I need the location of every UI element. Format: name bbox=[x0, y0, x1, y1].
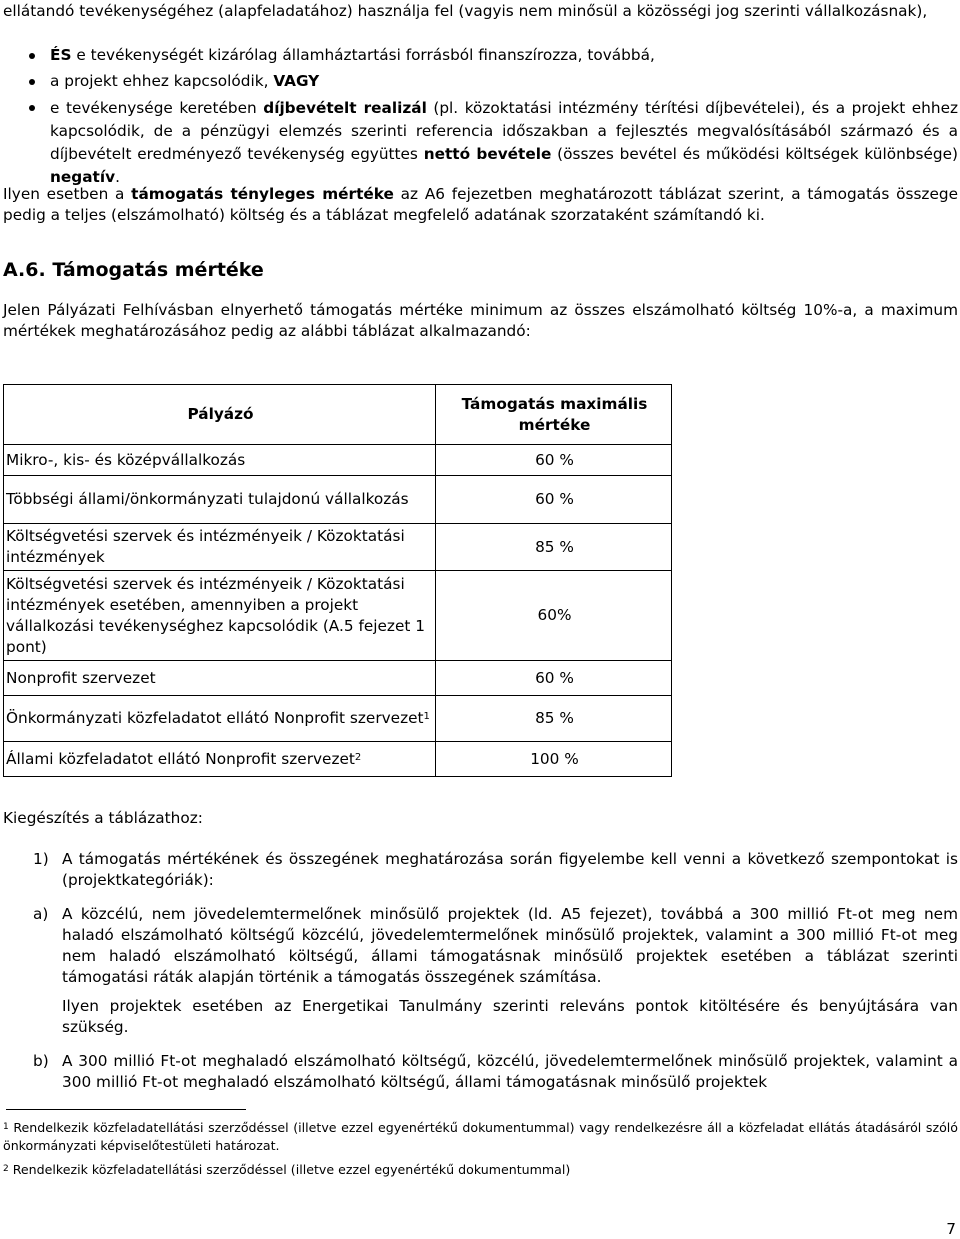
footnote-ref: 1 bbox=[423, 711, 430, 722]
rate-cell: 60 % bbox=[436, 661, 672, 696]
item-text: a projekt ehhez kapcsolódik, bbox=[50, 72, 274, 90]
list-item bbox=[3, 849, 958, 891]
intro-paragraph bbox=[3, 1, 958, 22]
page-number: 7 bbox=[946, 1220, 956, 1238]
bold-text: VAGY bbox=[273, 72, 320, 90]
item-text: A 300 millió Ft-ot meghaladó elszámolható költségű, közcélú, jövedelemtermelőnek minősülő projektek, valamint a 300 millió Ft-ot meghaladó elszámolható költségű, állami támogatásnak minősülő projektek bbox=[62, 1052, 958, 1091]
rate-cell: 60% bbox=[436, 571, 672, 661]
item-text: e tevékenysége keretében bbox=[50, 99, 264, 117]
condition-list bbox=[3, 45, 958, 194]
bullet-icon bbox=[29, 79, 35, 85]
table-row bbox=[4, 571, 672, 661]
section-intro-paragraph: Jelen Pályázati Felhívásban elnyerhető támogatás mértéke minimum az összes elszámolható költség 10%-a, a maximum mértékek meghatározásához pedig az alábbi táblázat alkalmazandó: bbox=[3, 301, 958, 340]
footnote-ref: 2 bbox=[354, 751, 362, 763]
item-text: (pl. közoktatási intézmény térítési díjbevételei), és a projekt ehhez kapcsolódik, de a pénzügyi elemzés szerinti referencia időszakban a fejlesztés megvalósításából származó és a díjbevételt eredményező tevékenység együttes bbox=[50, 99, 959, 163]
applicant-cell: Költségvetési szervek és intézményeik / Közoktatási intézmények bbox=[4, 524, 436, 571]
list-item bbox=[3, 45, 958, 66]
item-text: (összes bevétel és működési költségek különbsége) bbox=[551, 145, 958, 163]
bold-text: ÉS bbox=[50, 46, 72, 64]
list-item bbox=[3, 97, 958, 189]
applicant-text: Önkormányzati közfeladatot ellátó Nonprofit szervezet bbox=[6, 709, 424, 727]
column-header-applicant: Pályázó bbox=[4, 385, 436, 445]
applicant-cell bbox=[4, 696, 436, 742]
list-item bbox=[3, 904, 958, 1038]
footnote-divider bbox=[6, 1109, 246, 1110]
list-marker: a) bbox=[33, 905, 49, 923]
intro-text: ellátandó tevékenységéhez (alapfeladatához) használja fel (vagyis nem minősül a közösségi jog szerinti vállalkozásnak), bbox=[3, 2, 928, 20]
rate-cell: 85 % bbox=[436, 524, 672, 571]
item-text: e tevékenységét kizárólag államháztartási forrásból finanszírozza, továbbá, bbox=[71, 46, 655, 64]
paragraph-text: az A6 fejezetben meghatározott táblázat szerint, a támogatás összege pedig a teljes (elszámolható) költség és a táblázat megfelelő adatának szorzataként számítandó ki. bbox=[3, 185, 958, 224]
table-row bbox=[4, 524, 672, 571]
list-marker: 1) bbox=[33, 850, 49, 868]
column-header-rate: Támogatás maximális mértéke bbox=[436, 385, 672, 445]
list-item bbox=[3, 71, 958, 92]
section-heading: A.6. Támogatás mértéke bbox=[3, 259, 264, 281]
table-row bbox=[4, 661, 672, 696]
footnote bbox=[3, 1119, 958, 1155]
footnote-number: 1 bbox=[3, 1122, 9, 1132]
list-marker: b) bbox=[33, 1052, 49, 1070]
paragraph-text: Ilyen esetben a bbox=[3, 185, 132, 203]
item-text: . bbox=[115, 168, 120, 186]
table-row bbox=[4, 445, 672, 476]
support-rate-table bbox=[3, 384, 672, 777]
rate-explanation-paragraph bbox=[3, 184, 958, 226]
applicant-cell bbox=[4, 742, 436, 777]
footnotes bbox=[3, 1119, 958, 1185]
bold-text: nettó bevétele bbox=[423, 145, 552, 163]
rate-cell: 60 % bbox=[436, 476, 672, 524]
applicant-cell: Többségi állami/önkormányzati tulajdonú vállalkozás bbox=[4, 476, 436, 524]
supplement-list bbox=[3, 849, 958, 1106]
bold-text: díjbevételt realizál bbox=[263, 99, 427, 117]
table-row bbox=[4, 742, 672, 777]
applicant-cell: Mikro-, kis- és középvállalkozás bbox=[4, 445, 436, 476]
applicant-cell: Költségvetési szervek és intézményeik / Közoktatási intézmények esetében, amennyiben a projekt vállalkozási tevékenységhez kapcsolódik (A.5 fejezet 1 pont) bbox=[4, 571, 436, 661]
table-header-row bbox=[4, 385, 672, 445]
rate-cell: 100 % bbox=[436, 742, 672, 777]
list-item bbox=[3, 1051, 958, 1093]
item-text: A támogatás mértékének és összegének meghatározása során figyelembe kell venni a következő szempontokat is (projektkategóriák): bbox=[62, 850, 958, 889]
bold-text: támogatás tényleges mértéke bbox=[131, 185, 394, 203]
item-text: A közcélú, nem jövedelemtermelőnek minősülő projektek (ld. A5 fejezet), továbbá a 300 millió Ft-ot meg nem haladó elszámolható költségű közcélú, jövedelemtermelőnek minősülő projektek, valamint a 300 millió Ft-ot meg nem haladó elszámolható költségű, állami támogatásnak minősülő projektek esetében a táblázat szerinti támogatási ráták alapján történik a támogatás összegének számítása. bbox=[62, 905, 958, 986]
applicant-cell: Nonprofit szervezet bbox=[4, 661, 436, 696]
table-row bbox=[4, 696, 672, 742]
rate-cell: 60 % bbox=[436, 445, 672, 476]
bold-text: negatív bbox=[50, 168, 116, 186]
footnote bbox=[3, 1161, 958, 1179]
footnote-number: 2 bbox=[3, 1164, 9, 1174]
footnote-text: Rendelkezik közfeladatellátási szerződéssel (illetve ezzel egyenértékű dokumentummal) bbox=[8, 1162, 571, 1177]
bullet-icon bbox=[29, 105, 35, 111]
table-row bbox=[4, 476, 672, 524]
rate-cell: 85 % bbox=[436, 696, 672, 742]
bullet-icon bbox=[29, 53, 35, 59]
footnote-text: Rendelkezik közfeladatellátási szerződéssel (illetve ezzel egyenértékű dokumentummal) vagy rendelkezésre áll a közfeladat ellátás átadásáról szóló önkormányzati képviselőtestületi határozat. bbox=[3, 1120, 958, 1153]
applicant-text: Állami közfeladatot ellátó Nonprofit szervezet bbox=[6, 749, 355, 768]
item-text-continued: Ilyen projektek esetében az Energetikai Tanulmány szerinti releváns pontok kitöltésére és benyújtására van szükség. bbox=[62, 997, 958, 1036]
supplement-heading: Kiegészítés a táblázathoz: bbox=[3, 809, 203, 827]
